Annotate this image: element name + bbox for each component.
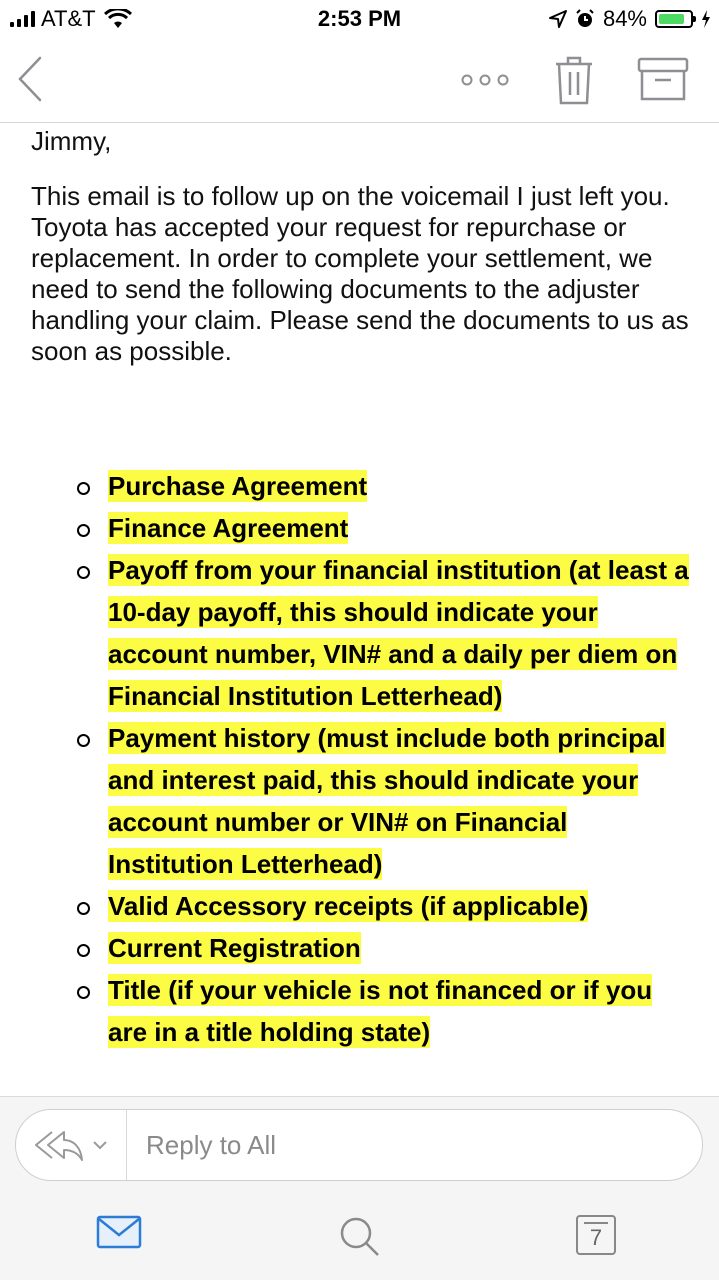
reply-action-button[interactable] [16,1110,127,1180]
list-item [77,465,697,507]
back-chevron-icon[interactable] [14,54,46,104]
tab-mail[interactable] [96,1215,142,1254]
more-icon[interactable] [460,70,510,90]
trash-icon[interactable] [553,54,595,106]
greeting: Jimmy, [31,126,112,156]
battery-percent: 84% [602,6,647,31]
document-item: Valid Accessory receipts (if applicable) [108,891,589,921]
list-item [77,969,697,1053]
bullet-icon [77,524,90,537]
bullet-icon [77,944,90,957]
list-item [77,885,697,927]
bullet-icon [77,986,90,999]
document-item: Title (if your vehicle is not financed or if you are in a title holding state) [108,975,653,1047]
search-icon [338,1215,382,1259]
reply-input[interactable]: Reply to All [146,1130,277,1160]
document-item: Payoff from your financial institution (at least a 10-day payoff, this should indicate your account number, VIN# and a daily per diem on Financial Institution Letterhead) [108,555,689,711]
archive-icon[interactable] [637,56,689,102]
tab-calendar[interactable] [576,1215,616,1255]
list-item [77,549,697,717]
tab-bar [0,1205,719,1280]
charging-icon [701,10,711,28]
alarm-icon [575,9,595,29]
status-time: 2:53 PM [317,6,402,31]
location-icon [549,10,567,28]
bullet-icon [77,734,90,747]
reply-all-icon [32,1128,112,1164]
email-body [31,126,701,367]
required-documents-list [77,465,697,1053]
bullet-icon [77,566,90,579]
list-item [77,507,697,549]
chevron-down-icon [94,1142,106,1148]
document-item: Current Registration [108,933,361,963]
calendar-icon [576,1215,616,1255]
reply-bar [15,1109,703,1181]
document-item: Finance Agreement [108,513,349,543]
tab-search[interactable] [338,1215,382,1264]
list-item [77,717,697,885]
mail-icon [96,1215,142,1249]
carrier-label: AT&T [41,6,96,31]
list-item [77,927,697,969]
email-paragraph: This email is to follow up on the voicemail I just left you. Toyota has accepted your request for repurchase or replacement. In order to complete your settlement, we need to send the following documents to the adjuster handling your claim. Please send the documents to us as soon as possible. [31,181,689,366]
bullet-icon [77,902,90,915]
document-item: Payment history (must include both principal and interest paid, this should indicate your account number or VIN# on Financial Institution Letterhead) [108,723,666,879]
document-item: Purchase Agreement [108,471,368,501]
message-toolbar [0,40,719,123]
bullet-icon [77,482,90,495]
status-bar [0,0,719,40]
reply-area [0,1096,719,1280]
calendar-day: 7 [589,1225,603,1250]
battery-icon [655,10,693,28]
